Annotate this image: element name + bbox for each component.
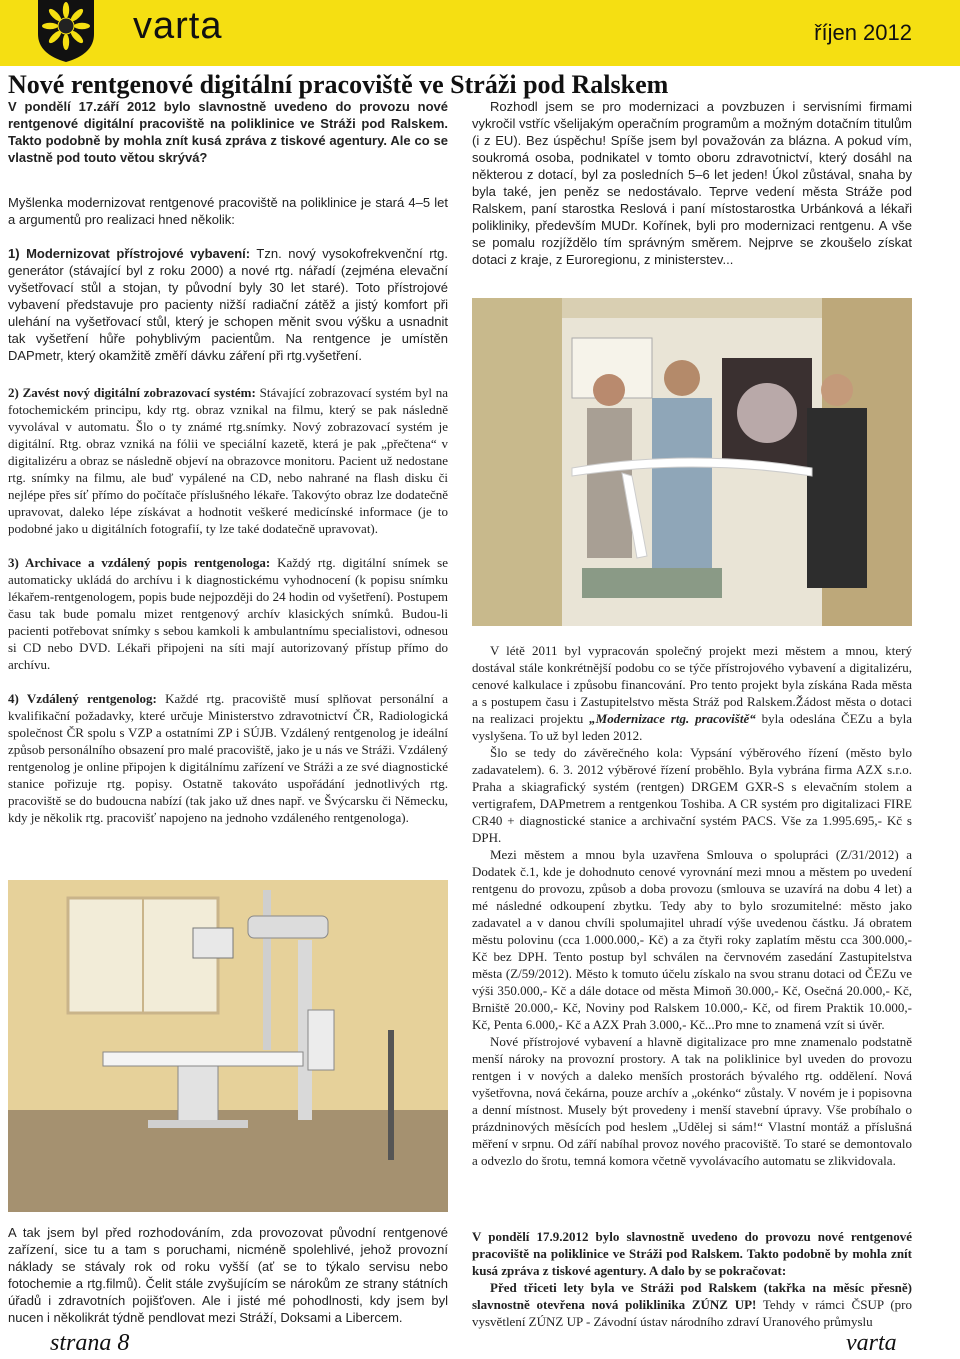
right-bottom-rest: Tehdy v rámci ČSUP (pro vysvětlení ZÚNZ UP - Závodní ústav národního zdraví Uranového průmyslu [472,1297,912,1329]
header-bar [0,0,960,66]
point-2 [8,384,448,537]
right-bottom-bold: V pondělí 17.9.2012 bylo slavnostně uvedeno do provozu nové rentgenové pracoviště na poliklinice ve Stráži pod Ralskem. Takto podobně by mohla znít kusá zpráva z tiskové agentury. A dalo by se pokračovat: [472,1229,912,1278]
masthead-brand: varta [133,5,223,47]
page-number: strana 8 [50,1330,130,1356]
points-block [8,384,448,826]
right-p1-start: V létě 2011 byl vypracován společný projekt mezi městem a mnou, který dostával stále konkrétnější podobu co se týče přístrojového vybavení a digitalizéru, cenové kalkulace i způsobu financování. Pro tento projekt byla získána Rada města a s postupem času i Zastupitelstvo města Stráž pod Ralskem.Žádost města o dotaci na realizaci projektu [472,643,912,726]
right-top-text: Rozhodl jsem se pro modernizaci a povzbuzen i servisními firmami vykročil vstříc všelijakým operačním programům a možným dotačním titulům (i z EU). Bez úspěchu! Spíše jsem byl považován za blázna. A pokud vím, soukromá osoba, podnikatel v tomto oboru zdravotnictví, který dosáhl na některou z dotací, byl za posledních 5–6 let jeden! Úkol zůstával, snaha by byla také, jen peněz se nedostávalo. Teprve vedení města Stráže pod Ralskem, paní starostka Reslová i paní místostarostka Urbánková a lékaři polikliniky, především MUDr. Kořínek, byli pro modernizaci rentgenu. A vše se pomalu rozjíždělo tím správným směrem. Nejprve se zkoušelo získat dotaci z kraje, z Euroregionu, z ministerstev... [472,99,912,267]
point-1-heading: 1) Modernizovat přístrojové vybavení: [8,246,251,261]
point-4-heading: 4) Vzdálený rentgenolog: [8,691,157,706]
sunflower-logo [34,0,98,62]
right-paragraph-3: Mezi městem a mnou byla uzavřena Smlouva o spolupráci (Z/31/2012) a Dodatek č.1, kde je dohodnuto cenové vyrovnání mezi mnou a městem po uvedení rentgenu do provozu, způsob a doba provozu (smlouva se uzavírá na dobu 4 let) a mé následné odkoupení zbytku. Tedy aby to bylo srozumitelné: město jako zadavatel a v danou chvíli spolumajitel uhradí výše uvedenou částku. Já obratem městu polovinu (cca 1.000.000,- Kč) a za čtyři roky zaplatím městu cca 300.000,- Kč bez DPH. Tento postup byl schválen na červnovém zasedání Zastupitelstva města (Z/59/2012). Město k tomuto účelu získalo na svou stranu dotaci od ČEZu ve výši 350.000,- Kč a dále dotace od města Mimoň 30.000,- Kč, Osečná 20.000,- Kč, Brniště 20.000,- Kč, Noviny pod Ralskem 10.000,- Kč, od firem Praktik 10.000,- Kč, Penta 6.000,- Kč a AZX Prah 3.000,- Kč...Pro mne to znamená vzít si úvěr. [472,847,912,1032]
point-4-text: Každé rtg. pracoviště musí splňovat personální a kvalifikační požadavky, které určuje Ministerstvo zdravotnictví ČR, Radiologická společnost ČR spolu s VZP a ostatními ZP i SÚJB. Vzdálený rentgenolog je ideální způsob personálního obsazení pro malé pracoviště, jako je u nás ve Stráži. Vzdálený rentgenolog je online připojen k digitálnímu zařízení ve Stráži a ze své diagnostické stanice pořizuje rtg. popisy. Ostatně takováto uspořádání jednotlivých rtg. pracoviště se do budoucna nabízí (tak jako už dnes např. ve Švýcarsku či Německu, kdy je několik rtg. pracovišť napojeno na jednoho vzdáleného rentgenologa). [8,691,448,825]
lead-text: V pondělí 17.září 2012 bylo slavnostně uvedeno do provozu nové rentgenové digitální pracoviště na poliklinice ve Stráži pod Ralskem. Takto podobně by mohla znít kusá zpráva z tiskové agentury. Ale co se vlastně pod touto větou skrývá? [8,99,448,165]
point-2-heading: 2) Zavést nový digitální zobrazovací systém: [8,385,256,400]
right-p1-end: byla odeslána ČEZu a byla vyslyšena. To už byl leden 2012. [472,711,913,743]
intro-block [8,194,448,364]
article-lead [8,98,448,166]
point-2-text: Stávající zobrazovací systém byl na fotochemickém principu, kdy rtg. obraz vznikal na filmu, který se pak následně vyvolával v automatu. Šlo o ty známé rtg.snímky. Nový zobrazovací systém je digitální. Rtg. obraz vzniká na fólii ve speciální kazetě, která je pak „přečtena“ v digitalizéru a obraz se následně objeví na obrazovce monitoru. Pacient už nedostane rtg. snímky na filmu, ale buď vypálené na CD, nebo nahrané na flash disku či nejlépe přes síť přímo do počítače příslušného lékaře. Takovýto obraz lze dodatečně upravovat, daleko lépe získávat a hodnotit veškeré medicínské informace (je to podobné jako u digitálních fotografií, ty lze také dodatečně upravovat). [8,385,448,536]
point-1 [8,245,448,364]
right-paragraph-1 [472,642,912,744]
right-bottom-block [472,1228,912,1330]
issue-date: říjen 2012 [814,20,912,45]
right-top-block [472,98,912,268]
right-middle-block [472,642,912,1169]
point-3 [8,554,448,673]
point-3-heading: 3) Archivace a vzdálený popis rentgenologa: [8,555,271,570]
intro-text: Myšlenka modernizovat rentgenové pracoviště na poliklinice je stará 4–5 let a argumentů pro realizaci hned několik: [8,195,448,227]
bottom-left-block [8,1224,448,1326]
xray-room-photo [8,880,448,1212]
right-bottom-bold-sentence: Před třiceti lety byla ve Stráži pod Ralskem (takřka na měsíc přesně) slavnostně otevřena nová poliklinika ZÚNZ UP! [472,1280,912,1312]
ribbon-cutting-photo [472,298,912,626]
point-1-text: Tzn. nový vysokofrekvenční rtg. generátor (stávající byl z roku 2000) a nové rtg. nářadí (zejména elevační vyšetřovací stůl a stojan, ty původní byly 30 let staré). Toto přístrojové vybavení představuje pro pacienty nižší radiační zátěž a jistý komfort při ulehání na vyšetřovací stůl, který je schopen měnit svou výšku a usnadnit tak vyšetření hůře pohyblivým pacientům. Na rentgence je umístěn DAPmetr, který okamžitě změří dávku záření při rtg.vyšetření. [8,246,449,363]
right-paragraph-2: Šlo se tedy do závěrečného kola: Vypsání výběrového řízení (město bylo zadavatelem). 6. 3. 2012 výběrové řízení proběhlo. Byla vybrána firma AZX s.r.o. Praha a skiagrafický systém (rentgen) DRGEM GXR-S s elevačním stolem a vertigrafem, DAPmetrem a rentgenkou Toshiba. A CR systém pro digitalizaci FIRE CR40 + diagnostické stanice a archivační systém PACS. Vše za 1.995.695,- Kč s DPH. [472,745,912,845]
point-3-text: Každý rtg. digitální snímek se automaticky ukládá do archívu i k diagnostickému vyhodnocení (k popisu snímku lékařem-rentgenologem, popis bude nejpozději do 24 hodin od vyšetření). Postupem času tak bude pomalu mizet rentgenový archív klasických snímků. Budou-li pacienti potřebovat snímky s sebou kamkoli k ambulantnímu specialistovi, odnesou si CD nebo DVD. Lékaři připojeni na síti mají autorizovaný přístup přímo do archívu. [8,555,448,672]
bottom-left-text: A tak jsem byl před rozhodováním, zda provozovat původní rentgenové zařízení, sice tu a tam s poruchami, nicméně spolehlivé, jehož provozní náklady se stávaly rok od roku vyšší (ať se to týkalo servisu nebo fotochemie a rtg.filmů). Čelit stále zvyšujícím se nárokům ze strany státních úřadů i zdravotních pojišťoven. Ale i jisté mé pohodlnosti, kdy jsem byl nucen i několikrát týdně pendlovat mezi Stráží, Doksami a Libercem. [8,1225,448,1325]
footer-brand: varta [846,1330,897,1356]
point-4 [8,690,448,826]
project-name: „Modernizace rtg. pracoviště“ [589,711,756,726]
article-title: Nové rentgenové digitální pracoviště ve Stráži pod Ralskem [8,70,669,99]
right-bottom-paragraph [472,1279,912,1330]
right-paragraph-4: Nové přístrojové vybavení a hlavně digitalizace pro mne znamenalo podstatně menší nároky na provozní prostory. A tak na poliklinice byl uveden do provozu rentgen i v nových a daleko menších prostorách bývalého rtg. oddělení. Nová vyšetřovna, nová čekárna, pouze archív a „okénko“ zůstaly. V novém je i popisovna a denní místnost. Musely být provedeny i menší stavební úpravy. Vše probíhalo o prázdninových měsících pod heslem „Udělej si sám!“ Vlastní montáž a příslušná měření v srpnu. Od září nabíhal provoz nového pracoviště. To staré se demontovalo a odvezlo do šrotu, temná komora včetně vyvolávacího automatu se zlikvidovala. [472,1034,912,1168]
